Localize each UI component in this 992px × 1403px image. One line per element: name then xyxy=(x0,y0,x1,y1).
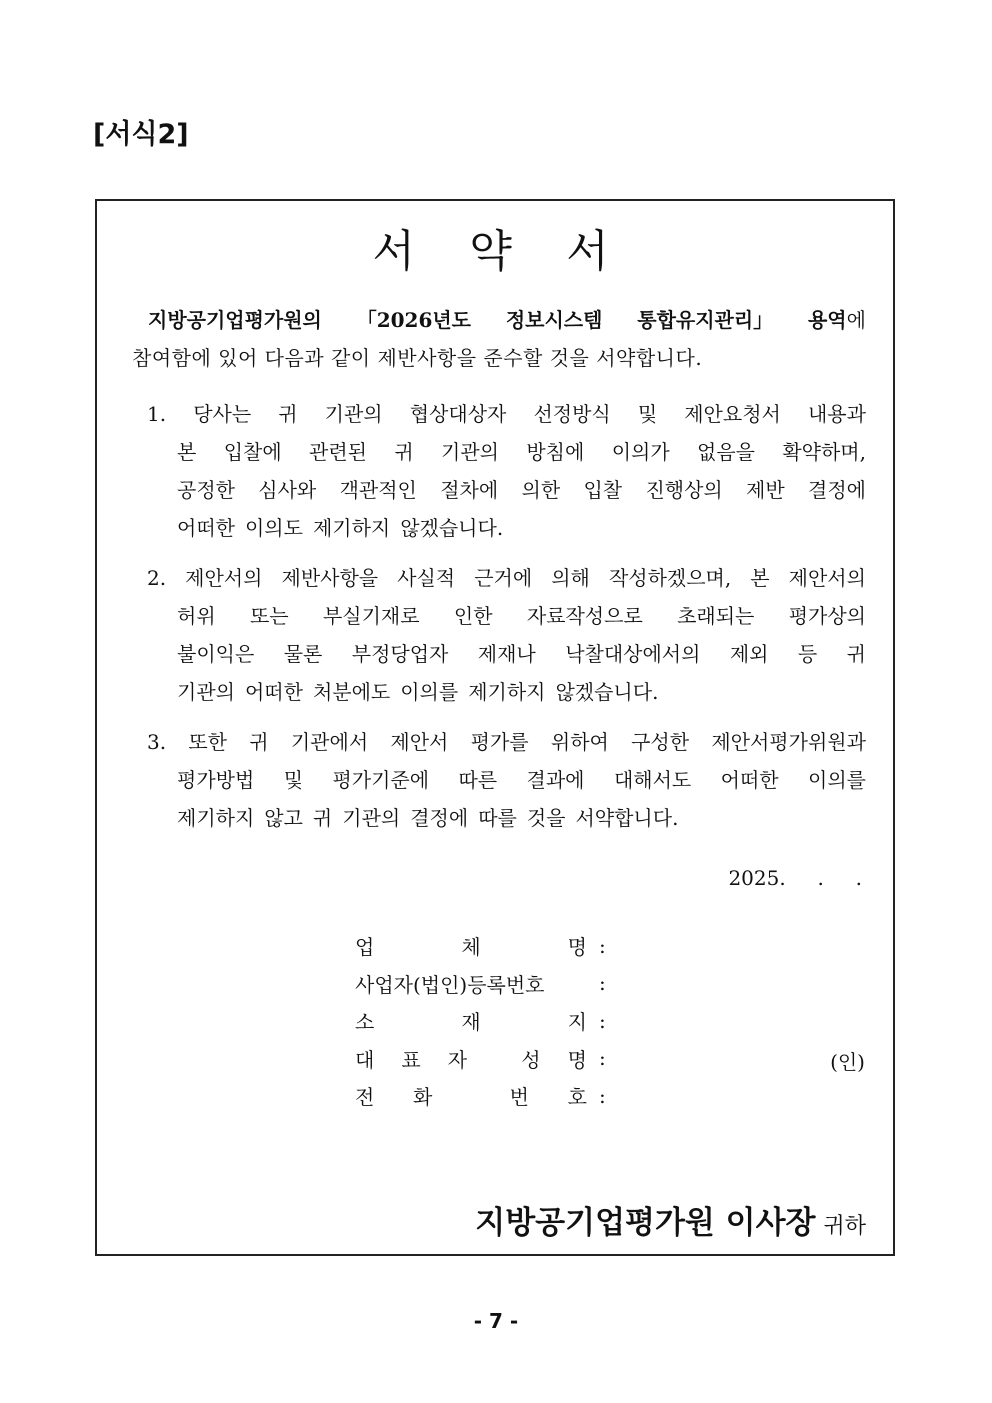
clause-word: 및 xyxy=(637,402,658,426)
clause-word: 초래되는 xyxy=(677,604,755,628)
clause-3 xyxy=(147,723,866,837)
clause-word: 제안서평가위원과 xyxy=(711,730,866,754)
label-char: 성 xyxy=(521,1047,541,1072)
clause-word: 낙찰대상에서의 xyxy=(565,642,701,666)
clause-word: 않겠습니다. xyxy=(555,680,659,704)
signature-field-colon: : xyxy=(599,1008,606,1033)
clause-word: 제안서의 xyxy=(788,566,866,590)
clause-word: 심사와 xyxy=(258,478,317,502)
clause-word: 공정한 xyxy=(177,478,235,502)
signature-field-colon: : xyxy=(599,971,606,996)
signature-field-colon: : xyxy=(599,1046,606,1071)
clause-word: 않고 xyxy=(264,806,303,830)
clause-word: 제안서의 xyxy=(185,566,263,590)
clause-word: 사실적 xyxy=(397,566,456,590)
clause-word: 어떠한 xyxy=(720,768,779,792)
clause-word: 않겠습니다. xyxy=(400,516,504,540)
clause-word: 인한 xyxy=(453,604,493,628)
clause-word: 제안요청서 xyxy=(684,402,781,426)
clause-word: 귀 xyxy=(846,642,866,666)
clause-word: 귀 xyxy=(278,402,298,426)
clause-word: 결정에 xyxy=(410,806,469,830)
clause-word: 제안서 xyxy=(390,730,449,754)
clause-word: 위하여 xyxy=(550,730,609,754)
pledge-document xyxy=(95,199,895,1256)
intro-suffix: 에 xyxy=(846,308,866,332)
clause-word: 허위 xyxy=(177,604,216,628)
intro-word: 정보시스템 xyxy=(505,308,603,332)
clause-line xyxy=(147,761,866,799)
intro-line-1 xyxy=(132,301,866,339)
label-char: 번 xyxy=(509,1085,529,1110)
clause-word: 제외 xyxy=(729,642,769,666)
signature-field-label xyxy=(355,969,587,998)
intro-word: 「2026년도 xyxy=(356,308,472,332)
page-number: - 7 - xyxy=(473,1309,519,1333)
intro-paragraph xyxy=(132,301,866,377)
recipient-suffix: 귀하 xyxy=(823,1214,866,1239)
signature-field-row xyxy=(355,965,865,1003)
clause-word: 객관적인 xyxy=(339,478,417,502)
signature-field-row xyxy=(355,1077,865,1115)
signature-field-row xyxy=(355,927,865,965)
intro-word-group xyxy=(808,301,866,339)
label-char: 체 xyxy=(461,935,481,960)
clause-word: 기관의 xyxy=(177,680,235,704)
clause-word: 협상대상자 xyxy=(409,402,507,426)
intro-word: 용역 xyxy=(807,308,847,332)
clause-word: 제반사항을 xyxy=(281,566,379,590)
clause-word: 본 xyxy=(750,566,770,590)
clause-word: 귀 xyxy=(249,730,269,754)
clause-word: 기관의 xyxy=(342,806,401,830)
signature-field-label xyxy=(355,1006,587,1035)
clause-word: 제기하지 xyxy=(312,516,391,540)
clause-line xyxy=(147,799,866,837)
intro-line-2: 참여함에 있어 다음과 같이 제반사항을 준수할 것을 서약합니다. xyxy=(132,346,703,370)
clause-word: 없음을 xyxy=(697,440,755,464)
clause-line xyxy=(147,509,866,547)
clause-word: 관련된 xyxy=(309,440,367,464)
clause-number: 3. xyxy=(147,730,167,754)
clause-word: 제기하지 xyxy=(468,680,546,704)
clause-word: 방침에 xyxy=(526,440,585,464)
clause-word: 부실기재로 xyxy=(322,604,420,628)
clause-word: 또는 xyxy=(249,604,289,628)
clause-word: 어떠한 xyxy=(244,680,303,704)
clause-word: 부정당업자 xyxy=(351,642,449,666)
clause-word: 구성한 xyxy=(631,730,690,754)
clause-line xyxy=(147,597,866,635)
clause-line xyxy=(147,723,866,761)
clause-word: 본 xyxy=(177,440,197,464)
label-char: 지 xyxy=(567,1010,587,1035)
clause-word: 불이익은 xyxy=(177,642,255,666)
signature-fields xyxy=(355,927,865,1115)
clause-number: 1. xyxy=(147,402,167,426)
label-char: 명 xyxy=(567,1047,587,1072)
label-char: 자 xyxy=(447,1047,468,1072)
clause-line xyxy=(147,635,866,673)
clause-word: 등 xyxy=(797,642,818,666)
clause-word: 당사는 xyxy=(193,402,252,426)
clause-word: 또한 xyxy=(188,730,227,754)
clause-word: 의한 xyxy=(521,478,561,502)
recipient xyxy=(475,1197,866,1242)
label-char: 호 xyxy=(567,1085,587,1110)
label-char: 명 xyxy=(567,935,587,960)
clause-1 xyxy=(147,395,866,547)
clause-word: 이의를 xyxy=(400,680,459,704)
signature-field-colon: : xyxy=(599,933,606,958)
clause-word: 의해 xyxy=(551,566,590,590)
clause-line xyxy=(147,673,866,711)
form-label: [서식2] xyxy=(93,119,189,150)
clause-word: 처분에도 xyxy=(312,680,391,704)
clause-word: 결정에 xyxy=(808,478,866,502)
clause-word: 이의를 xyxy=(808,768,866,792)
clause-word: 서약합니다. xyxy=(575,806,679,830)
clause-word: 결과에 xyxy=(526,768,585,792)
clause-word: 내용과 xyxy=(807,402,866,426)
label-char: 화 xyxy=(413,1085,433,1110)
clause-line xyxy=(147,395,866,433)
clause-word: 귀 xyxy=(394,440,414,464)
clause-word: 자료작성으로 xyxy=(526,604,643,628)
clause-word: 것을 xyxy=(526,806,566,830)
clause-word: 평가상의 xyxy=(788,604,866,628)
label-char: 전 xyxy=(355,1085,375,1110)
signature-field-row xyxy=(355,1040,865,1078)
clause-word: 기관의 xyxy=(441,440,499,464)
signature-field-colon: : xyxy=(599,1083,606,1108)
label-char: 업 xyxy=(355,935,375,960)
seal-mark: (인) xyxy=(830,1049,865,1074)
clause-word: 평가방법 xyxy=(177,768,255,792)
intro-word: 지방공기업평가원의 xyxy=(148,308,322,332)
clause-word: 따른 xyxy=(458,768,498,792)
signature-field-label xyxy=(355,1044,587,1073)
clause-word: 진행상의 xyxy=(645,478,723,502)
signature-field-label xyxy=(355,931,587,960)
label-char: 사업자(법인)등록번호 xyxy=(355,972,545,997)
clause-word: 절차에 xyxy=(440,478,499,502)
signature-field-row xyxy=(355,1002,865,1040)
clause-word: 대해서도 xyxy=(613,768,692,792)
clause-word: 작성하겠으며, xyxy=(608,566,732,590)
clause-word: 물론 xyxy=(283,642,323,666)
clause-word: 입찰 xyxy=(583,478,623,502)
clause-2 xyxy=(147,559,866,711)
label-char: 대 xyxy=(355,1047,375,1072)
clause-line xyxy=(147,471,866,509)
clause-word: 입찰에 xyxy=(223,440,282,464)
clause-word: 어떠한 xyxy=(177,516,235,540)
recipient-name: 지방공기업평가원 이사장 xyxy=(475,1205,816,1241)
clause-word: 제반 xyxy=(746,478,785,502)
clause-word: 평가를 xyxy=(470,730,529,754)
clause-line xyxy=(147,433,866,471)
label-char: 소 xyxy=(355,1010,375,1035)
document-title: 서 약 서 xyxy=(372,226,618,277)
clause-word: 기관에서 xyxy=(290,730,369,754)
clause-word: 근거에 xyxy=(474,566,533,590)
signature-field-label xyxy=(355,1081,587,1110)
clause-word: 제재나 xyxy=(477,642,536,666)
clause-word: 기관의 xyxy=(324,402,383,426)
label-char: 재 xyxy=(461,1010,481,1035)
pledge-date: 2025. . . xyxy=(728,866,862,890)
clause-word: 선정방식 xyxy=(533,402,611,426)
clause-word: 확약하며, xyxy=(782,440,866,464)
label-char: 표 xyxy=(401,1047,421,1072)
clause-word: 이의가 xyxy=(611,440,670,464)
clause-word: 이의도 xyxy=(244,516,303,540)
clause-word: 제기하지 xyxy=(177,806,255,830)
intro-word: 통합유지관리」 xyxy=(637,308,774,332)
clause-word: 귀 xyxy=(312,806,333,830)
clause-number: 2. xyxy=(147,566,167,590)
clause-word: 및 xyxy=(283,768,304,792)
clause-line xyxy=(147,559,866,597)
clause-word: 평가기준에 xyxy=(332,768,430,792)
clause-word: 따를 xyxy=(478,806,517,830)
